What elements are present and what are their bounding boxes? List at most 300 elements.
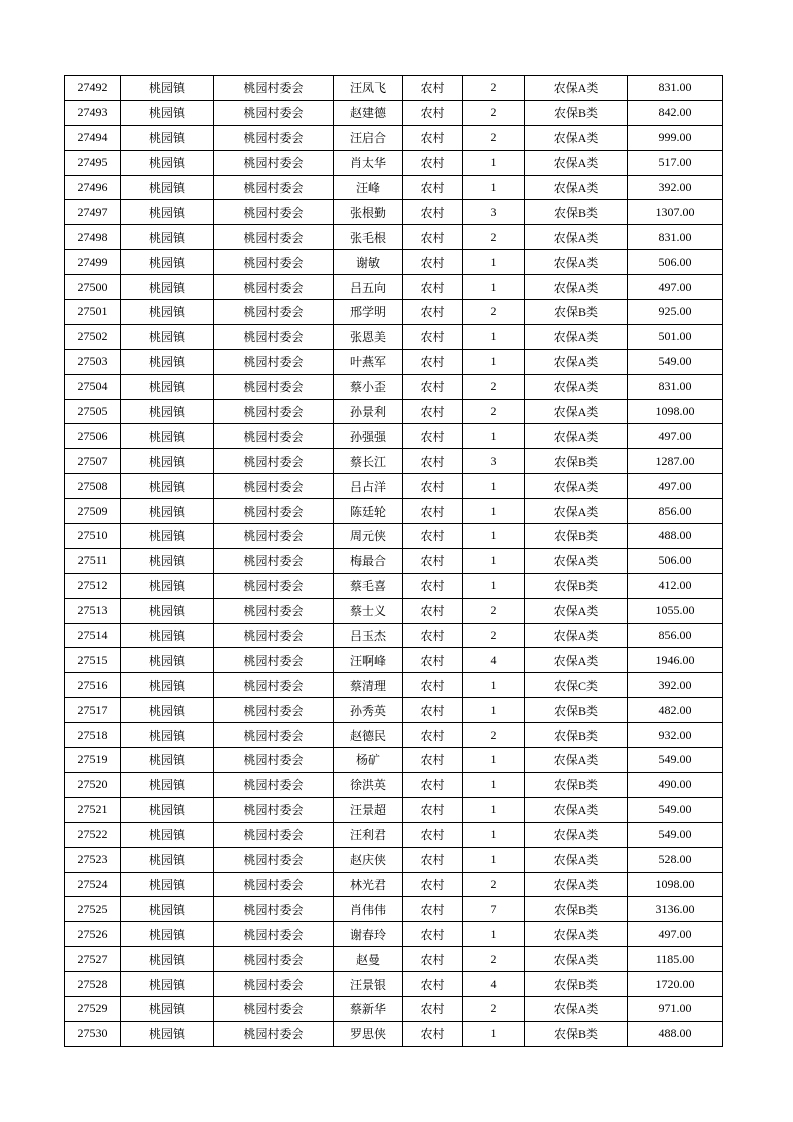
- cell-town: 桃园镇: [121, 200, 214, 225]
- cell-count: 2: [463, 399, 525, 424]
- cell-name: 肖伟伟: [334, 897, 403, 922]
- cell-town: 桃园镇: [121, 399, 214, 424]
- cell-village: 桃园村委会: [214, 175, 334, 200]
- cell-type: 农保B类: [525, 1021, 628, 1046]
- table-row: [65, 524, 723, 549]
- cell-type: 农保A类: [525, 76, 628, 101]
- cell-count: 2: [463, 872, 525, 897]
- cell-village: 桃园村委会: [214, 698, 334, 723]
- cell-amount: 497.00: [628, 922, 723, 947]
- cell-amount: 1098.00: [628, 399, 723, 424]
- cell-town: 桃园镇: [121, 897, 214, 922]
- cell-id: 27505: [65, 399, 121, 424]
- cell-town: 桃园镇: [121, 424, 214, 449]
- cell-category: 农村: [403, 225, 463, 250]
- cell-village: 桃园村委会: [214, 573, 334, 598]
- cell-category: 农村: [403, 872, 463, 897]
- cell-name: 汪景超: [334, 797, 403, 822]
- cell-village: 桃园村委会: [214, 648, 334, 673]
- cell-amount: 1055.00: [628, 598, 723, 623]
- cell-type: 农保A类: [525, 947, 628, 972]
- cell-name: 汪啊峰: [334, 648, 403, 673]
- cell-count: 2: [463, 374, 525, 399]
- cell-id: 27506: [65, 424, 121, 449]
- cell-name: 蔡新华: [334, 996, 403, 1021]
- table-row: [65, 324, 723, 349]
- cell-category: 农村: [403, 947, 463, 972]
- table-row: [65, 797, 723, 822]
- cell-name: 赵庆侠: [334, 847, 403, 872]
- cell-type: 农保B类: [525, 100, 628, 125]
- payment-table-body: [65, 76, 723, 1047]
- cell-category: 农村: [403, 897, 463, 922]
- cell-category: 农村: [403, 349, 463, 374]
- cell-count: 2: [463, 100, 525, 125]
- cell-village: 桃园村委会: [214, 499, 334, 524]
- table-row: [65, 150, 723, 175]
- cell-village: 桃园村委会: [214, 548, 334, 573]
- cell-village: 桃园村委会: [214, 349, 334, 374]
- cell-count: 1: [463, 499, 525, 524]
- cell-town: 桃园镇: [121, 548, 214, 573]
- cell-category: 农村: [403, 100, 463, 125]
- cell-amount: 1946.00: [628, 648, 723, 673]
- cell-town: 桃园镇: [121, 474, 214, 499]
- cell-town: 桃园镇: [121, 275, 214, 300]
- cell-name: 林光君: [334, 872, 403, 897]
- cell-village: 桃园村委会: [214, 474, 334, 499]
- cell-town: 桃园镇: [121, 300, 214, 325]
- table-row: [65, 1021, 723, 1046]
- cell-type: 农保A类: [525, 324, 628, 349]
- table-row: [65, 275, 723, 300]
- cell-amount: 497.00: [628, 424, 723, 449]
- cell-town: 桃园镇: [121, 100, 214, 125]
- cell-id: 27501: [65, 300, 121, 325]
- cell-village: 桃园村委会: [214, 623, 334, 648]
- cell-count: 2: [463, 598, 525, 623]
- cell-count: 2: [463, 723, 525, 748]
- table-row: [65, 847, 723, 872]
- cell-name: 蔡毛喜: [334, 573, 403, 598]
- cell-category: 农村: [403, 275, 463, 300]
- cell-village: 桃园村委会: [214, 972, 334, 997]
- cell-type: 农保B类: [525, 200, 628, 225]
- cell-count: 1: [463, 772, 525, 797]
- cell-amount: 549.00: [628, 349, 723, 374]
- cell-town: 桃园镇: [121, 250, 214, 275]
- cell-type: 农保A类: [525, 822, 628, 847]
- table-row: [65, 623, 723, 648]
- cell-category: 农村: [403, 698, 463, 723]
- cell-name: 汪凤飞: [334, 76, 403, 101]
- cell-count: 1: [463, 573, 525, 598]
- cell-id: 27523: [65, 847, 121, 872]
- cell-category: 农村: [403, 324, 463, 349]
- table-row: [65, 947, 723, 972]
- cell-village: 桃园村委会: [214, 449, 334, 474]
- cell-count: 1: [463, 748, 525, 773]
- cell-name: 蔡清理: [334, 673, 403, 698]
- cell-name: 谢敏: [334, 250, 403, 275]
- cell-type: 农保A类: [525, 125, 628, 150]
- cell-type: 农保A类: [525, 872, 628, 897]
- cell-category: 农村: [403, 673, 463, 698]
- cell-name: 杨矿: [334, 748, 403, 773]
- table-row: [65, 175, 723, 200]
- cell-town: 桃园镇: [121, 772, 214, 797]
- cell-category: 农村: [403, 125, 463, 150]
- cell-name: 蔡士义: [334, 598, 403, 623]
- cell-count: 2: [463, 300, 525, 325]
- cell-category: 农村: [403, 648, 463, 673]
- cell-amount: 482.00: [628, 698, 723, 723]
- table-row: [65, 872, 723, 897]
- cell-count: 1: [463, 275, 525, 300]
- cell-amount: 831.00: [628, 76, 723, 101]
- cell-town: 桃园镇: [121, 374, 214, 399]
- cell-count: 1: [463, 1021, 525, 1046]
- cell-type: 农保B类: [525, 300, 628, 325]
- payment-table: [64, 75, 723, 1047]
- table-row: [65, 499, 723, 524]
- cell-category: 农村: [403, 499, 463, 524]
- cell-category: 农村: [403, 424, 463, 449]
- table-row: [65, 648, 723, 673]
- cell-type: 农保B类: [525, 772, 628, 797]
- table-row: [65, 748, 723, 773]
- cell-amount: 488.00: [628, 524, 723, 549]
- cell-town: 桃园镇: [121, 76, 214, 101]
- cell-id: 27513: [65, 598, 121, 623]
- cell-name: 梅最合: [334, 548, 403, 573]
- cell-type: 农保B类: [525, 524, 628, 549]
- cell-amount: 549.00: [628, 797, 723, 822]
- cell-category: 农村: [403, 548, 463, 573]
- cell-village: 桃园村委会: [214, 598, 334, 623]
- table-row: [65, 922, 723, 947]
- cell-category: 农村: [403, 76, 463, 101]
- cell-type: 农保A类: [525, 996, 628, 1021]
- table-row: [65, 996, 723, 1021]
- cell-id: 27515: [65, 648, 121, 673]
- cell-village: 桃园村委会: [214, 748, 334, 773]
- cell-name: 汪利君: [334, 822, 403, 847]
- cell-count: 1: [463, 175, 525, 200]
- cell-village: 桃园村委会: [214, 822, 334, 847]
- cell-name: 张毛根: [334, 225, 403, 250]
- cell-amount: 971.00: [628, 996, 723, 1021]
- cell-category: 农村: [403, 723, 463, 748]
- cell-category: 农村: [403, 175, 463, 200]
- cell-id: 27493: [65, 100, 121, 125]
- cell-category: 农村: [403, 748, 463, 773]
- cell-name: 谢春玲: [334, 922, 403, 947]
- cell-count: 3: [463, 449, 525, 474]
- cell-amount: 392.00: [628, 175, 723, 200]
- cell-count: 1: [463, 847, 525, 872]
- cell-village: 桃园村委会: [214, 76, 334, 101]
- cell-id: 27520: [65, 772, 121, 797]
- cell-name: 罗思侠: [334, 1021, 403, 1046]
- cell-amount: 1720.00: [628, 972, 723, 997]
- cell-count: 1: [463, 548, 525, 573]
- cell-type: 农保B类: [525, 723, 628, 748]
- cell-village: 桃园村委会: [214, 922, 334, 947]
- cell-id: 27518: [65, 723, 121, 748]
- cell-id: 27497: [65, 200, 121, 225]
- cell-category: 农村: [403, 573, 463, 598]
- cell-amount: 549.00: [628, 748, 723, 773]
- cell-village: 桃园村委会: [214, 424, 334, 449]
- cell-id: 27530: [65, 1021, 121, 1046]
- cell-amount: 392.00: [628, 673, 723, 698]
- cell-name: 孙景利: [334, 399, 403, 424]
- cell-count: 2: [463, 76, 525, 101]
- cell-count: 2: [463, 225, 525, 250]
- cell-town: 桃园镇: [121, 150, 214, 175]
- cell-count: 3: [463, 200, 525, 225]
- cell-type: 农保A类: [525, 748, 628, 773]
- cell-village: 桃园村委会: [214, 125, 334, 150]
- cell-town: 桃园镇: [121, 449, 214, 474]
- cell-amount: 1287.00: [628, 449, 723, 474]
- cell-town: 桃园镇: [121, 872, 214, 897]
- cell-village: 桃园村委会: [214, 996, 334, 1021]
- cell-amount: 3136.00: [628, 897, 723, 922]
- cell-village: 桃园村委会: [214, 200, 334, 225]
- cell-count: 1: [463, 822, 525, 847]
- cell-name: 张根勤: [334, 200, 403, 225]
- cell-village: 桃园村委会: [214, 374, 334, 399]
- table-row: [65, 76, 723, 101]
- cell-village: 桃园村委会: [214, 300, 334, 325]
- cell-amount: 501.00: [628, 324, 723, 349]
- cell-type: 农保A类: [525, 399, 628, 424]
- cell-id: 27519: [65, 748, 121, 773]
- cell-name: 赵建德: [334, 100, 403, 125]
- cell-village: 桃园村委会: [214, 673, 334, 698]
- cell-count: 7: [463, 897, 525, 922]
- cell-id: 27511: [65, 548, 121, 573]
- cell-id: 27507: [65, 449, 121, 474]
- cell-category: 农村: [403, 922, 463, 947]
- cell-id: 27526: [65, 922, 121, 947]
- cell-name: 周元侠: [334, 524, 403, 549]
- cell-id: 27517: [65, 698, 121, 723]
- cell-name: 赵曼: [334, 947, 403, 972]
- cell-amount: 506.00: [628, 548, 723, 573]
- cell-amount: 999.00: [628, 125, 723, 150]
- cell-count: 1: [463, 922, 525, 947]
- cell-village: 桃园村委会: [214, 723, 334, 748]
- cell-town: 桃园镇: [121, 1021, 214, 1046]
- table-row: [65, 424, 723, 449]
- cell-count: 4: [463, 972, 525, 997]
- cell-count: 2: [463, 623, 525, 648]
- table-row: [65, 897, 723, 922]
- cell-amount: 490.00: [628, 772, 723, 797]
- cell-category: 农村: [403, 996, 463, 1021]
- cell-amount: 497.00: [628, 275, 723, 300]
- cell-town: 桃园镇: [121, 324, 214, 349]
- cell-category: 农村: [403, 524, 463, 549]
- cell-count: 2: [463, 947, 525, 972]
- table-row: [65, 474, 723, 499]
- cell-amount: 497.00: [628, 474, 723, 499]
- cell-category: 农村: [403, 200, 463, 225]
- cell-count: 1: [463, 673, 525, 698]
- cell-category: 农村: [403, 623, 463, 648]
- cell-category: 农村: [403, 972, 463, 997]
- table-row: [65, 673, 723, 698]
- cell-type: 农保B类: [525, 972, 628, 997]
- cell-name: 徐洪英: [334, 772, 403, 797]
- table-row: [65, 548, 723, 573]
- cell-id: 27500: [65, 275, 121, 300]
- table-row: [65, 349, 723, 374]
- table-row: [65, 100, 723, 125]
- cell-id: 27492: [65, 76, 121, 101]
- cell-type: 农保B类: [525, 698, 628, 723]
- cell-count: 4: [463, 648, 525, 673]
- cell-type: 农保B类: [525, 897, 628, 922]
- cell-category: 农村: [403, 772, 463, 797]
- cell-village: 桃园村委会: [214, 225, 334, 250]
- cell-town: 桃园镇: [121, 125, 214, 150]
- cell-count: 1: [463, 524, 525, 549]
- cell-id: 27524: [65, 872, 121, 897]
- cell-town: 桃园镇: [121, 598, 214, 623]
- cell-id: 27525: [65, 897, 121, 922]
- cell-town: 桃园镇: [121, 922, 214, 947]
- cell-category: 农村: [403, 847, 463, 872]
- cell-name: 邢学明: [334, 300, 403, 325]
- cell-type: 农保A类: [525, 275, 628, 300]
- cell-village: 桃园村委会: [214, 897, 334, 922]
- cell-village: 桃园村委会: [214, 847, 334, 872]
- cell-village: 桃园村委会: [214, 399, 334, 424]
- cell-count: 1: [463, 250, 525, 275]
- cell-village: 桃园村委会: [214, 947, 334, 972]
- cell-id: 27510: [65, 524, 121, 549]
- cell-type: 农保A类: [525, 474, 628, 499]
- cell-id: 27514: [65, 623, 121, 648]
- cell-amount: 856.00: [628, 499, 723, 524]
- cell-amount: 856.00: [628, 623, 723, 648]
- table-row: [65, 200, 723, 225]
- cell-name: 汪峰: [334, 175, 403, 200]
- cell-id: 27499: [65, 250, 121, 275]
- cell-town: 桃园镇: [121, 822, 214, 847]
- cell-amount: 932.00: [628, 723, 723, 748]
- cell-town: 桃园镇: [121, 847, 214, 872]
- cell-type: 农保A类: [525, 548, 628, 573]
- cell-village: 桃园村委会: [214, 250, 334, 275]
- cell-town: 桃园镇: [121, 947, 214, 972]
- cell-town: 桃园镇: [121, 698, 214, 723]
- cell-count: 1: [463, 150, 525, 175]
- cell-name: 蔡小歪: [334, 374, 403, 399]
- cell-id: 27522: [65, 822, 121, 847]
- cell-amount: 549.00: [628, 822, 723, 847]
- cell-count: 1: [463, 324, 525, 349]
- cell-amount: 831.00: [628, 374, 723, 399]
- cell-town: 桃园镇: [121, 349, 214, 374]
- cell-category: 农村: [403, 822, 463, 847]
- cell-amount: 528.00: [628, 847, 723, 872]
- cell-amount: 412.00: [628, 573, 723, 598]
- cell-id: 27512: [65, 573, 121, 598]
- table-row: [65, 250, 723, 275]
- cell-village: 桃园村委会: [214, 324, 334, 349]
- cell-id: 27521: [65, 797, 121, 822]
- cell-village: 桃园村委会: [214, 772, 334, 797]
- cell-amount: 506.00: [628, 250, 723, 275]
- cell-village: 桃园村委会: [214, 275, 334, 300]
- cell-type: 农保A类: [525, 225, 628, 250]
- cell-category: 农村: [403, 598, 463, 623]
- cell-name: 叶燕军: [334, 349, 403, 374]
- cell-id: 27502: [65, 324, 121, 349]
- table-row: [65, 698, 723, 723]
- cell-id: 27503: [65, 349, 121, 374]
- cell-count: 2: [463, 996, 525, 1021]
- cell-type: 农保A类: [525, 648, 628, 673]
- cell-category: 农村: [403, 250, 463, 275]
- cell-amount: 1307.00: [628, 200, 723, 225]
- cell-category: 农村: [403, 300, 463, 325]
- cell-amount: 831.00: [628, 225, 723, 250]
- table-row: [65, 772, 723, 797]
- cell-name: 吕占洋: [334, 474, 403, 499]
- table-row: [65, 573, 723, 598]
- cell-type: 农保A类: [525, 349, 628, 374]
- cell-category: 农村: [403, 399, 463, 424]
- cell-id: 27509: [65, 499, 121, 524]
- table-row: [65, 225, 723, 250]
- cell-name: 吕玉杰: [334, 623, 403, 648]
- table-row: [65, 374, 723, 399]
- table-row: [65, 449, 723, 474]
- cell-name: 孙强强: [334, 424, 403, 449]
- cell-count: 2: [463, 125, 525, 150]
- cell-type: 农保C类: [525, 673, 628, 698]
- cell-village: 桃园村委会: [214, 797, 334, 822]
- table-row: [65, 125, 723, 150]
- cell-category: 农村: [403, 449, 463, 474]
- cell-town: 桃园镇: [121, 648, 214, 673]
- cell-name: 陈廷轮: [334, 499, 403, 524]
- cell-id: 27495: [65, 150, 121, 175]
- cell-category: 农村: [403, 797, 463, 822]
- cell-type: 农保A类: [525, 922, 628, 947]
- cell-amount: 488.00: [628, 1021, 723, 1046]
- cell-id: 27496: [65, 175, 121, 200]
- cell-type: 农保B类: [525, 449, 628, 474]
- cell-name: 汪景银: [334, 972, 403, 997]
- table-row: [65, 723, 723, 748]
- cell-type: 农保A类: [525, 424, 628, 449]
- cell-type: 农保A类: [525, 797, 628, 822]
- cell-town: 桃园镇: [121, 748, 214, 773]
- cell-village: 桃园村委会: [214, 1021, 334, 1046]
- cell-town: 桃园镇: [121, 673, 214, 698]
- cell-count: 1: [463, 474, 525, 499]
- cell-type: 农保A类: [525, 150, 628, 175]
- cell-name: 张恩美: [334, 324, 403, 349]
- cell-amount: 1098.00: [628, 872, 723, 897]
